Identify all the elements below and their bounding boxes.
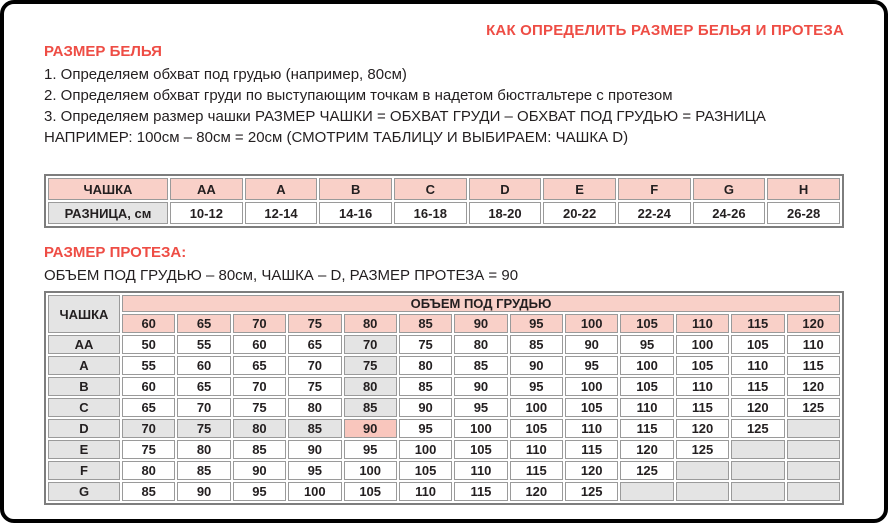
size-empty-cell: [620, 482, 673, 501]
size-cell: 115: [620, 419, 673, 438]
size-cell: 90: [233, 461, 286, 480]
prosthesis-section-heading: РАЗМЕР ПРОТЕЗА:: [44, 244, 187, 261]
difference-cell: 12-14: [245, 202, 318, 224]
cup-difference-table-body: [48, 178, 840, 224]
size-cell: 105: [565, 398, 618, 417]
underbust-col-header: 105: [620, 314, 673, 333]
size-cell: 100: [399, 440, 452, 459]
size-row-label: A: [48, 356, 120, 375]
size-cell: 70: [177, 398, 230, 417]
size-cell: 105: [399, 461, 452, 480]
size-table-row: [48, 356, 840, 375]
size-cell: 120: [676, 419, 729, 438]
size-row-label: G: [48, 482, 120, 501]
size-cell: 65: [122, 398, 175, 417]
difference-cell: 16-18: [394, 202, 467, 224]
cup-table-row2-label: РАЗНИЦА, см: [48, 202, 168, 224]
size-cell: 115: [454, 482, 507, 501]
size-cell: 70: [122, 419, 175, 438]
size-cell: 65: [288, 335, 341, 354]
size-cell: 70: [344, 335, 397, 354]
size-table-row: [48, 440, 840, 459]
size-cell: 110: [510, 440, 563, 459]
size-cell: 75: [399, 335, 452, 354]
cup-header-cell: E: [543, 178, 616, 200]
size-empty-cell: [731, 482, 784, 501]
size-cell: 115: [731, 377, 784, 396]
size-cell: 110: [731, 356, 784, 375]
size-cell: 105: [676, 356, 729, 375]
size-empty-cell: [787, 461, 841, 480]
prosthesis-size-table: [44, 291, 844, 505]
size-cell: 100: [344, 461, 397, 480]
size-cell: 75: [233, 398, 286, 417]
size-cell: 95: [399, 419, 452, 438]
lingerie-example-line: НАПРИМЕР: 100см – 80см = 20см (СМОТРИМ ТАБЛИЦУ И ВЫБИРАЕМ: ЧАШКА D): [44, 129, 629, 146]
size-cell: 125: [676, 440, 729, 459]
size-table-row: [48, 461, 840, 480]
size-cell: 60: [233, 335, 286, 354]
size-cell: 85: [454, 356, 507, 375]
size-cell: 120: [620, 440, 673, 459]
size-row-label: F: [48, 461, 120, 480]
cup-table-row1-label: ЧАШКА: [48, 178, 168, 200]
size-cell: 100: [288, 482, 341, 501]
size-cell: 105: [731, 335, 784, 354]
size-table-row: [48, 482, 840, 501]
prosthesis-example-line: ОБЪЕМ ПОД ГРУДЬЮ – 80см, ЧАШКА – D, РАЗМЕР ПРОТЕЗА = 90: [44, 267, 519, 284]
underbust-col-header: 65: [177, 314, 230, 333]
size-cell: 65: [177, 377, 230, 396]
size-cell: 120: [565, 461, 618, 480]
size-cell: 75: [177, 419, 230, 438]
size-cell: 85: [510, 335, 563, 354]
size-empty-cell: [787, 440, 841, 459]
size-cell: 85: [122, 482, 175, 501]
size-cell: 80: [399, 356, 452, 375]
size-cell: 125: [565, 482, 618, 501]
size-cell: 65: [233, 356, 286, 375]
difference-cell: 22-24: [618, 202, 691, 224]
size-cell: 55: [177, 335, 230, 354]
size-empty-cell: [731, 440, 784, 459]
lingerie-step-2: 2. Определяем обхват груди по выступающим точкам в надетом бюстгальтере с протезом: [44, 87, 673, 104]
size-row-label: C: [48, 398, 120, 417]
size-cell: 90: [510, 356, 563, 375]
underbust-col-header: 85: [399, 314, 452, 333]
difference-cell: 18-20: [469, 202, 542, 224]
lingerie-section-heading: РАЗМЕР БЕЛЬЯ: [44, 43, 162, 60]
cup-header-cell: G: [693, 178, 766, 200]
underbust-col-header: 60: [122, 314, 175, 333]
size-cell: 110: [565, 419, 618, 438]
size-cell: 90: [565, 335, 618, 354]
underbust-col-header: 90: [454, 314, 507, 333]
size-cell: 100: [454, 419, 507, 438]
size-cell: 85: [344, 398, 397, 417]
size-cell: 105: [510, 419, 563, 438]
underbust-col-header: 80: [344, 314, 397, 333]
size-cell: 80: [233, 419, 286, 438]
size-cell: 85: [288, 419, 341, 438]
size-cell: 90: [288, 440, 341, 459]
cup-header-cell: D: [469, 178, 542, 200]
size-cell: 110: [676, 377, 729, 396]
underbust-col-header: 75: [288, 314, 341, 333]
size-empty-cell: [787, 482, 841, 501]
size-cell: 95: [620, 335, 673, 354]
cup-header-cell: A: [245, 178, 318, 200]
size-cell: 100: [510, 398, 563, 417]
underbust-col-header: 120: [787, 314, 841, 333]
size-result-cell: 90: [344, 419, 397, 438]
size-cell: 80: [288, 398, 341, 417]
prosthesis-size-table-body: [48, 335, 840, 501]
size-cell: 90: [399, 398, 452, 417]
size-cell: 95: [454, 398, 507, 417]
size-cell: 95: [344, 440, 397, 459]
difference-cell: 14-16: [319, 202, 392, 224]
size-cell: 110: [399, 482, 452, 501]
size-cell: 70: [233, 377, 286, 396]
size-cell: 60: [177, 356, 230, 375]
size-cell: 80: [122, 461, 175, 480]
cup-difference-table: [44, 174, 844, 228]
size-cell: 55: [122, 356, 175, 375]
size-cell: 95: [288, 461, 341, 480]
size-row-label: E: [48, 440, 120, 459]
size-table-row: [48, 377, 840, 396]
size-empty-cell: [676, 482, 729, 501]
size-cell: 90: [454, 377, 507, 396]
size-row-label: B: [48, 377, 120, 396]
size-cell: 90: [177, 482, 230, 501]
size-cell: 105: [344, 482, 397, 501]
size-cell: 80: [454, 335, 507, 354]
cup-header-cell: C: [394, 178, 467, 200]
underbust-col-header: 70: [233, 314, 286, 333]
lingerie-step-1: 1. Определяем обхват под грудью (например, 80см): [44, 66, 407, 83]
size-table-corner-label: ЧАШКА: [48, 295, 120, 333]
underbust-col-header: 95: [510, 314, 563, 333]
size-cell: 95: [233, 482, 286, 501]
size-cell: 105: [454, 440, 507, 459]
size-table-row: [48, 398, 840, 417]
underbust-col-header: 115: [731, 314, 784, 333]
size-cell: 115: [676, 398, 729, 417]
size-row-label: D: [48, 419, 120, 438]
size-empty-cell: [676, 461, 729, 480]
size-cell: 120: [510, 482, 563, 501]
size-cell: 100: [565, 377, 618, 396]
underbust-span-header: ОБЪЕМ ПОД ГРУДЬЮ: [122, 295, 840, 312]
page-title: КАК ОПРЕДЕЛИТЬ РАЗМЕР БЕЛЬЯ И ПРОТЕЗА: [486, 22, 844, 39]
size-cell: 95: [565, 356, 618, 375]
size-cell: 70: [288, 356, 341, 375]
size-cell: 125: [787, 398, 841, 417]
size-cell: 110: [620, 398, 673, 417]
size-cell: 125: [731, 419, 784, 438]
cup-header-cell: H: [767, 178, 840, 200]
size-cell: 80: [344, 377, 397, 396]
difference-cell: 24-26: [693, 202, 766, 224]
size-cell: 115: [787, 356, 841, 375]
size-table-row: [48, 335, 840, 354]
size-cell: 100: [676, 335, 729, 354]
size-cell: 75: [344, 356, 397, 375]
size-cell: 50: [122, 335, 175, 354]
size-cell: 80: [177, 440, 230, 459]
size-row-label: AA: [48, 335, 120, 354]
size-cell: 75: [288, 377, 341, 396]
size-cell: 110: [787, 335, 841, 354]
difference-cell: 20-22: [543, 202, 616, 224]
underbust-col-header: 100: [565, 314, 618, 333]
size-cell: 60: [122, 377, 175, 396]
difference-cell: 10-12: [170, 202, 243, 224]
size-cell: 105: [620, 377, 673, 396]
size-cell: 100: [620, 356, 673, 375]
size-cell: 115: [565, 440, 618, 459]
size-cell: 85: [177, 461, 230, 480]
size-cell: 85: [399, 377, 452, 396]
cup-header-cell: F: [618, 178, 691, 200]
size-cell: 85: [233, 440, 286, 459]
difference-cell: 26-28: [767, 202, 840, 224]
size-cell: 115: [510, 461, 563, 480]
size-cell: 120: [731, 398, 784, 417]
size-cell: 110: [454, 461, 507, 480]
size-empty-cell: [731, 461, 784, 480]
size-cell: 125: [620, 461, 673, 480]
cup-header-cell: AA: [170, 178, 243, 200]
size-empty-cell: [787, 419, 841, 438]
cup-header-cell: B: [319, 178, 392, 200]
lingerie-step-3: 3. Определяем размер чашки РАЗМЕР ЧАШКИ = ОБХВАТ ГРУДИ – ОБХВАТ ПОД ГРУДЬЮ = РАЗНИЦА: [44, 108, 766, 125]
prosthesis-size-table-head: [48, 295, 840, 333]
size-cell: 75: [122, 440, 175, 459]
underbust-col-header: 110: [676, 314, 729, 333]
size-cell: 95: [510, 377, 563, 396]
size-table-row: [48, 419, 840, 438]
size-cell: 120: [787, 377, 841, 396]
